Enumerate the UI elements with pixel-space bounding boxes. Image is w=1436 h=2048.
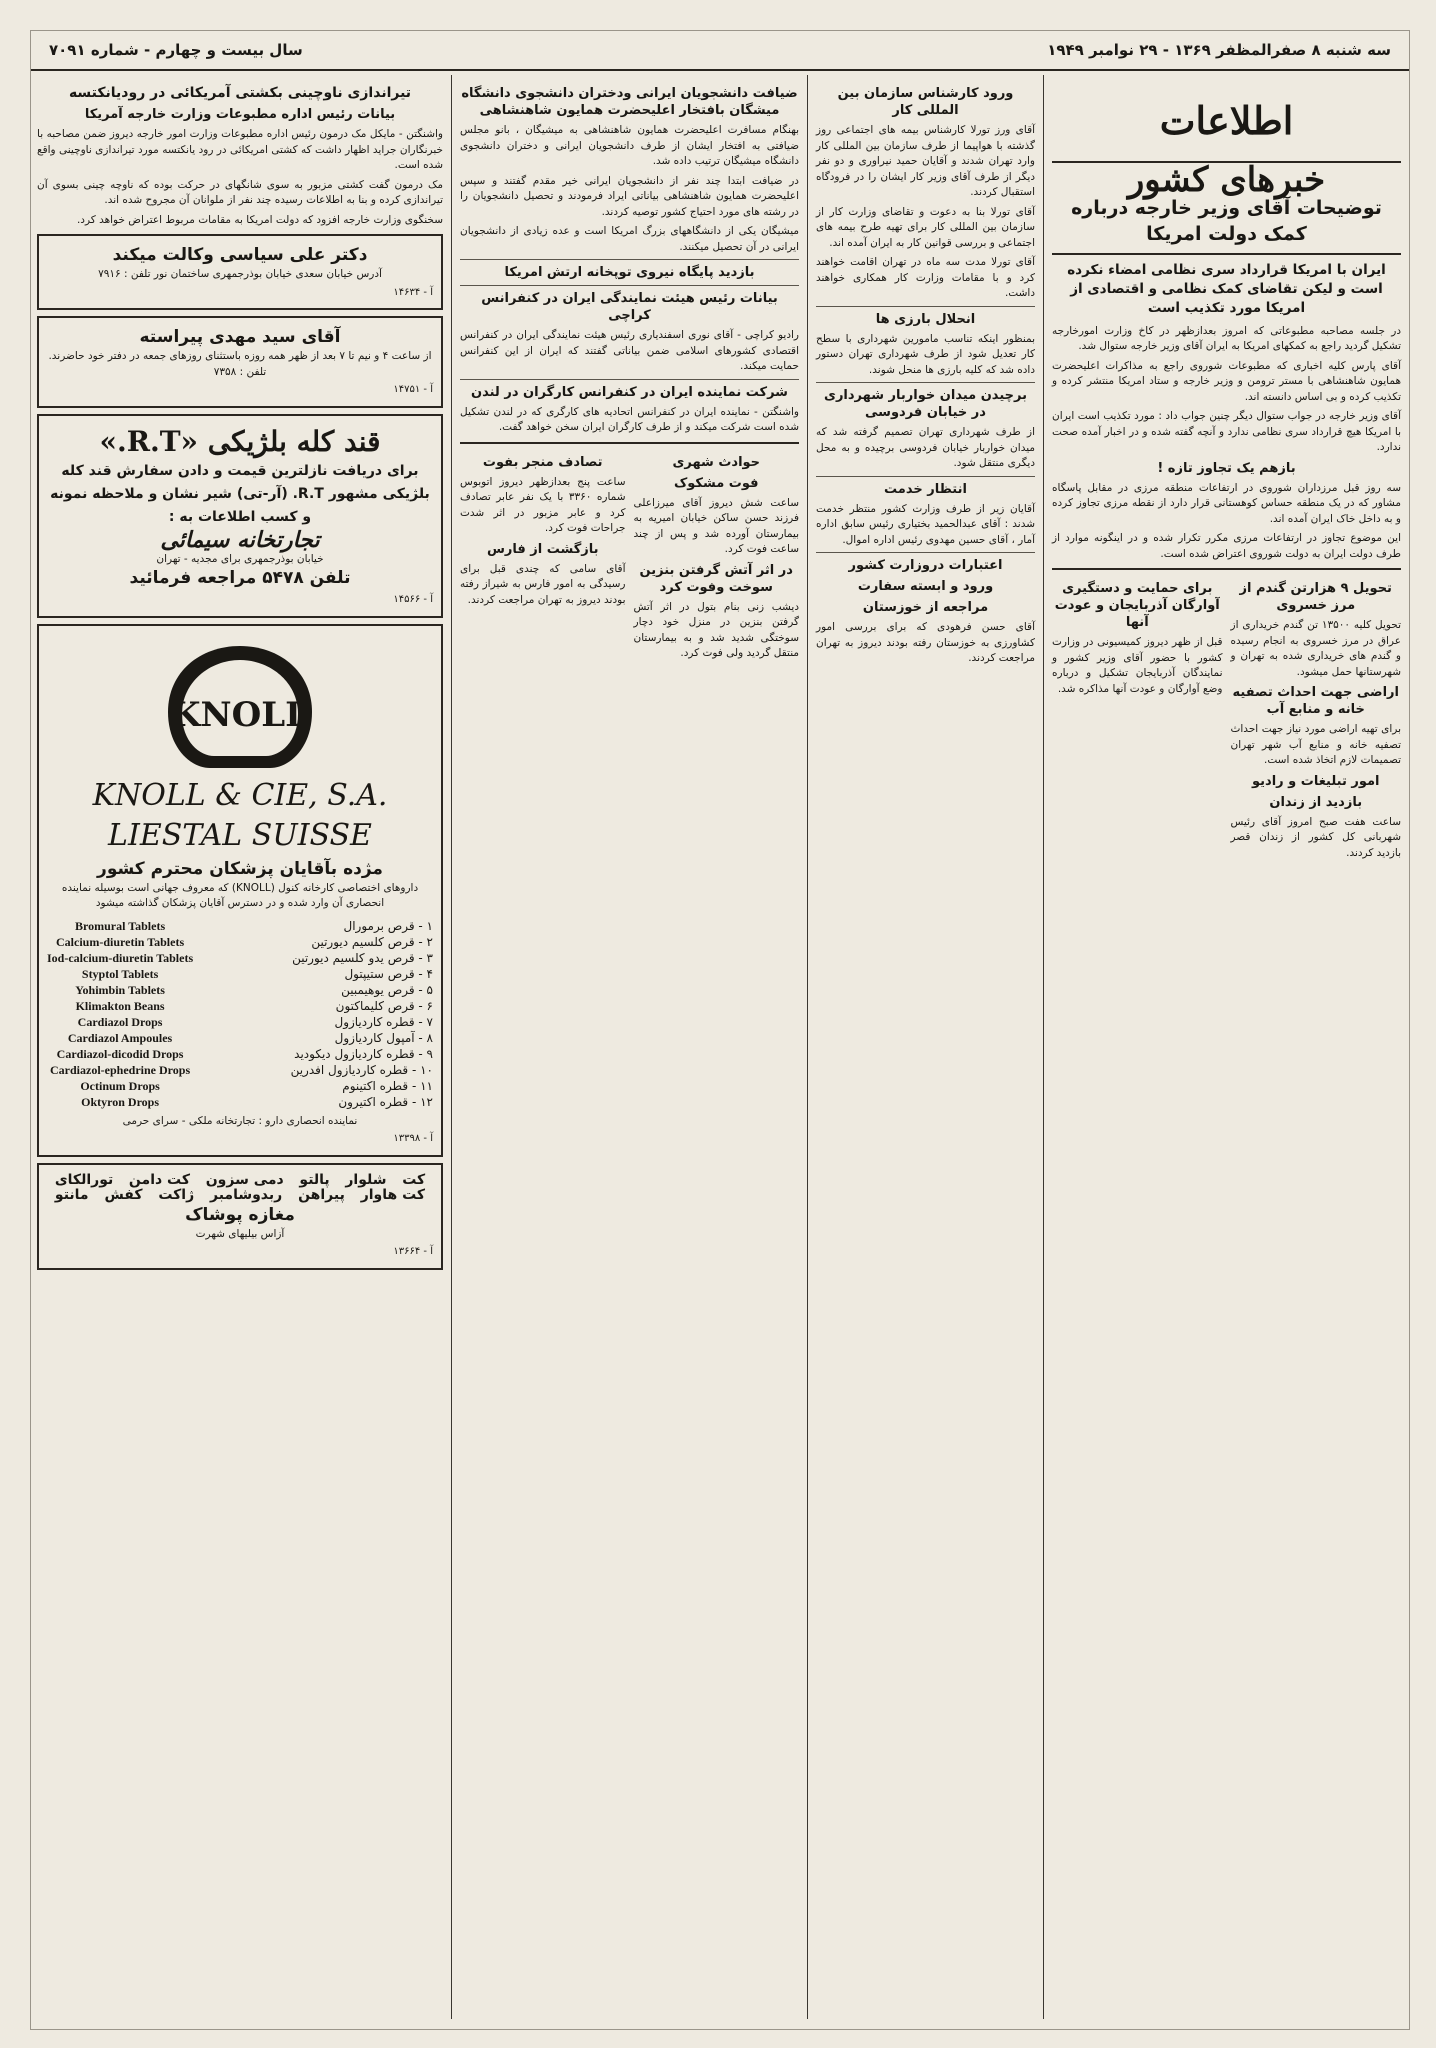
product-fa: ۲ - قرص کلسیم دیورتین [311,934,433,949]
ad-clothing [37,1163,443,1270]
city-news-2 [460,450,626,666]
product-en: Styptol Tablets [81,966,159,981]
article-text: بمنظور اینکه تناسب مامورین شهرداری با سطح کار تعدیل شود از طرف شهرداری تهران دستور داده شد که کلیه بارزی ها منحل شوند. [816,332,1035,376]
article-text: واشنگتن - مایکل مک درمون رئیس اداره مطبوعات وزارت امور خارجه دیروز ضمن مصاحبه با خبرنگاران جراید اظهار داشت که کشتی امریکائی در رود یانکتسه مورد تیراندازی ناوچینی واقع شده است. [37,128,443,171]
ad-shop: تجارتخانه سیمائی [160,527,320,553]
clothing-item: کت [402,1171,426,1188]
issue-number: سال بیست و چهارم - شماره ۷۰۹۱ [49,41,303,59]
ad-title: قند کله بلژیکی «R.T.» [99,424,381,458]
ad-pirasteh [37,316,443,408]
ad-phone: تلفن ۵۴۷۸ مراجعه فرمائید [129,568,351,588]
product-names-en [47,918,193,1110]
article-text: بهنگام مسافرت اعلیحضرت همایون شاهنشاهی به میشیگان ، بانو مجلس ضیافتی به افتخار ایشان از طرف دانشجویان ایرانی و دختران دانشجوی دانشگاه میشیگان ترتیب داده شد. [460,124,799,167]
product-fa: ۳ - قرص یدو کلسیم دیورتین [292,950,433,965]
product-fa: ۱۱ - قطره اکتینوم [342,1078,433,1093]
article-headline: در اثر آتش گرفتن بنزین سوخت وفوت کرد [639,562,793,595]
column-rule [807,75,808,2019]
city-news [634,450,800,666]
clothing-item: دمی سزون [205,1171,284,1188]
product-en: Yohimbin Tablets [75,982,165,997]
ad-lawyer [37,234,443,310]
divider [460,259,799,260]
article-headline: انتظار خدمت [884,481,967,497]
article-text: ساعت شش دیروز آقای میرزاعلی فرزند حسن ساکن خیابان امیریه به بیمارستان آورده شد و پس از چند ساعت فوت کرد. [633,496,799,555]
clothing-item: پیراهن [298,1187,345,1203]
product-fa: ۷ - قطره کاردیازول [334,1014,433,1029]
article-headline: ورود کارشناس سازمان بین المللی کار [837,86,1014,118]
ad-title: دکتر علی سیاسی وکالت میکند [112,245,368,265]
page-header [31,31,1409,71]
product-en: Cardiazol-ephedrine Drops [50,1062,191,1077]
ad-text: آدرس خیابان سعدی خیابان بوذرجمهری ساختمان نور تلفن : ۷۹۱۶ [98,268,382,280]
article-text: در ضیافت ابتدا چند نفر از دانشجویان ایرانی خیر مقدم گفتند و سپس اعلیحضرت همایون شاهنشاهی بیاناتی ایراد فرمودند و تحصیل دانشجویان را در رشته های مورد احتیاج کشور توصیه کردند. [460,174,799,218]
masthead: اطلاعات [1052,81,1401,163]
product-fa: ۵ - قرص یوهیمبین [341,982,433,997]
article-headline: ورود و ابسته سفارت [857,579,994,594]
article-text: میشیگان یکی از دانشگاههای بزرگ امریکا است و عده زیادی از دانشجویان ایرانی در آن تحصیل میکنند. [460,225,799,253]
ad-tel: آ - ۱۳۶۶۴ [393,1246,433,1257]
divider [816,552,1035,553]
product-fa: ۴ - قرص ستیپتول [344,966,433,981]
knoll-fa-text: داروهای اختصاصی کارخانه کنول (KNOLL) که معروف جهانی است بوسیله نماینده انحصاری آن وارد شده و در دسترس آقایان پزشکان گذاشته میشود [61,881,419,909]
product-en: Oktyron Drops [81,1094,160,1109]
main-headline: توضیحات آقای وزیر خارجه درباره کمک دولت امریکا [1071,196,1382,245]
article-text: آقای پارس کلیه اخباری که مطبوعات شوروی راجع به مذاکرات اعلیحضرت همایون شاهنشاهی با مستر ترومن و وزیر خارجه و ستاد امریکا منتشر کرده و تکذیب کرده و بی اساس دانسته اند. [1052,359,1401,403]
knoll-logo [160,642,320,772]
article-text: قبل از ظهر دیروز کمیسیونی در وزارت کشور با حضور آقای وزیر کشور و نمایندگان آذربایجان تشکیل و درباره وضع آوارگان و عودت آنها مذاکره شد. [1052,636,1223,695]
clothing-item: شلوار [345,1171,387,1188]
article-text: سه روز قبل مرزداران شوروی در ارتفاعات منطقه مرزی در مقابل پاسگاه مشاور که در یک منطقه حساس کوهستانی قرار دارد از نقطه مرزی تجاوز کرده و به داخل خاک ایران آمده اند. [1052,481,1401,525]
product-fa: ۸ - آمپول کاردیازول [334,1030,433,1045]
sub-columns [460,450,799,666]
column-rule [451,75,452,2019]
article-headline: حوادث شهری [672,454,761,470]
product-fa: ۱ - قرص برمورال [343,918,433,933]
article-headline: برچیدن میدان خواربار شهرداری در خیابان فردوسی [824,388,1027,420]
product-en: Iod-calcium-diuretin Tablets [47,950,194,965]
article-text: در جلسه مصاحبه مطبوعاتی که امروز بعدازظهر در کاخ وزارت امورخارجه تشکیل گردید راجع به کمکهای امریکا به ایران آقای وزیر خارجه ستوال شد. [1052,324,1401,352]
article-headline: بیانات رئیس هیئت نمایندگی ایران در کنفرانس کراچی [481,291,778,323]
divider [460,442,799,444]
ad-tel: آ - ۱۴۶۳۴ [393,286,433,298]
article-headline: شرکت نماینده ایران در کنفرانس کارگران در لندن [471,384,788,400]
product-en: Cardiazol Ampoules [67,1030,173,1045]
issue-date: سه شنبه ۸ صفرالمظفر ۱۳۶۹ - ۲۹ نوامبر ۱۹۴۹ [1047,41,1391,59]
product-en: Calcium-diuretin Tablets [56,934,185,949]
article-subheadline: بیانات رئیس اداره مطبوعات وزارت خارجه آمریکا [84,107,396,122]
article-text: مک درمون گفت کشتی مزبور به سوی شانگهای در حرکت بوده که ناوچه چینی بسوی آن تیراندازی کرده و بنا به اطلاعات رسیده چند نفر از ملوانان آن مجروح شده اند. [37,178,443,206]
article-text: آقای وزیر خارجه در جواب ستوال دیگر چنین جواب داد : مورد تکذیب است ایران با امریکا هیچ قرارداد سری نظامی ندارد و آنچه گفته شده و در اخبار آمده صحت ندارد. [1052,410,1401,453]
svg-text:KNOLL: KNOLL [170,694,310,735]
ad-address: خیابان بوذرجمهری برای مجدیه - تهران [156,552,324,565]
article-text: این موضوع تجاوز در ارتفاعات مرزی مکرر تکرار شده و در اینگونه موارد از طرف دولت ایران به دولت شوروی اعتراض شده است. [1052,532,1401,560]
ad-title: آقای سید مهدی پیراسته [139,327,341,347]
article-headline: بازگشت از فارس [486,541,599,557]
article-headline: تیراندازی ناوچینی بکشتی آمریکائی در رودیانکتسه [68,85,412,101]
column-ads [29,75,451,2019]
article-text: آقای حسن فرهودی که برای بررسی امور کشاورزی به خوزستان رفته بودند دیروز به تهران مراجعت کردند. [816,621,1035,664]
product-fa: ۱۲ - قطره اکتیرون [338,1094,433,1109]
article-headline: تصادف منجر بفوت [482,454,603,470]
ad-text: از ساعت ۴ و نیم تا ۷ بعد از ظهر همه روزه باستثنای روزهای جمعه در دفتر خود حاضرند. تلفن : ۷۳۵۸ [48,350,432,378]
column-rule [1043,75,1044,2019]
divider [460,379,799,380]
article-headline: برای حمایت و دستگیری آوارگان آذربایجان و عودت آنها [1054,581,1220,630]
product-fa: ۹ - قطره کاردیازول دیکودید [294,1046,433,1061]
knoll-agent: نماینده انحصاری دارو : تجارتخانه ملکی - سرای حرمی [122,1114,358,1127]
ad-sugar [37,414,443,618]
article-headline: تحویل ۹ هزارتن گندم از مرز خسروی [1239,581,1392,613]
column-news-3 [452,75,807,2019]
article-headline: بازدید پایگاه نیروی توپخانه ارتش امریکا [504,265,755,280]
divider [816,476,1035,477]
ad-tel: آ - ۱۳۳۹۸ [393,1133,433,1144]
product-list [47,918,433,1110]
sub-column-right [1231,576,1402,865]
column-news-2 [808,75,1043,2019]
article-headline: اراضی جهت احداث تصفیه خانه و منابع آب [1232,685,1399,717]
article-text: سخنگوی وزارت خارجه افزود که دولت امریکا به مقامات مربوط اعتراض خواهد کرد. [76,213,443,226]
product-names-fa [291,918,433,1110]
ad-shop: مغازه پوشاک [185,1204,295,1225]
product-en: Cardiazol-dicodid Drops [56,1046,184,1061]
divider [1052,253,1401,255]
article-text: آقای ورز تورلا کارشناس بیمه های اجتماعی روز گذشته با هواپیما از طرف سازمان بین المللی کار وارد تهران شدند و آقایان حمید نیراوری و دو نفر دیگر از طرف آقای وزیر کار ایشان را در فرودگاه استقبال کردند. [816,124,1035,198]
lead-headline: ایران با امریکا قرارداد سری نظامی امضاء نکرده است و لیکن تقاضای کمک نظامی و اقتصادی از امریکا مورد تکذیب است [1067,261,1386,316]
ad-text: برای دریافت نازلترین قیمت و دادن سفارش قند کله بلژیکی مشهور R.T. (آر-تی) شیر نشان و ملاحظه نمونه و کسب اطلاعات به : [50,462,430,525]
ad-tel: آ - ۱۴۵۶۶ [393,594,433,605]
article-text: دیشب زنی بنام بتول در اثر آتش گرفتن بنزین در منزل خود دچار سوختگی شدید شد و به بیمارستان منتقل گردید ولی فوت کرد. [633,600,799,659]
product-fa: ۶ - قرص کلیماکتون [335,998,433,1013]
clothing-items [47,1173,433,1204]
article-text: تحویل کلیه ۱۳۵۰۰ تن گندم خریداری از عراق در مرز خسروی به انجام رسیده و گندم های خریداری شده به تهران و شهرستانها حمل میشود. [1230,619,1402,678]
clothing-item: ژاکت [158,1187,195,1203]
clothing-item: مانتو [54,1187,89,1203]
article-text: واشنگتن - نماینده ایران در کنفرانس اتحادیه های کارگری که در لندن تشکیل شده است شرکت میکند و از طرف کارگران ایران سخن خواهد گفت. [460,405,799,433]
article-headline: بازدید از زندان [1269,794,1363,810]
knoll-city: LIESTAL SUISSE [108,817,372,853]
column-main-news [1044,75,1409,2019]
article-headline: فوت مشکوک [673,475,759,491]
article-headline: بازهم یک تجاوز تازه ! [1157,460,1296,476]
clothing-item: پالتو [299,1171,330,1188]
product-en: Octinum Drops [80,1078,160,1093]
divider [816,382,1035,383]
article-text: آقای سامی که چندی قبل برای رسیدگی به امور فارس به شیراز رفته بودند دیروز به تهران مراجعت کردند. [460,562,626,606]
product-fa: ۱۰ - قطره کاردیازول افدرین [290,1062,433,1077]
article-text: ساعت هفت صبح امروز آقای رئیس شهربانی کل کشور از زندان قصر بازدید کردند. [1230,815,1401,859]
ad-tel: آ - ۱۴۷۵۱ [393,384,433,395]
knoll-company: KNOLL & CIE, S.A. [92,777,388,813]
article-text: از طرف شهرداری تهران تصمیم گرفته شد که میدان خواربار خیابان فردوسی برچیده و به محل دیگری منتقل شود. [816,426,1035,469]
divider [816,306,1035,307]
article-headline: مراجعه از خوزستان [862,600,989,615]
article-text: آقای تورلا مدت سه ماه در تهران اقامت خواهند کرد و با مقامات وزارت کار همکاری خواهند داشت. [816,256,1035,299]
product-en: Klimakton Beans [75,998,165,1013]
clothing-item: کت هاوار [360,1187,426,1203]
article-text: ساعت پنج بعدازظهر دیروز اتوبوس شماره ۳۳۶۰ با یک نفر عابر تصادف کرد و عابر مزبور در اثر شدت جراحات فوت کرد. [460,475,626,534]
section-title: خبرهای کشور [1127,160,1326,200]
product-en: Bromural Tablets [75,918,166,933]
ad-knoll [37,624,443,1157]
ad-address: آزاس بیلیهای شهرت [195,1227,285,1240]
sub-columns [1052,576,1401,865]
divider [460,285,799,286]
article-headline: ضیافت دانشجویان ایرانی ودختران دانشجوی دانشگاه میشگان بافتخار اعلیحضرت همایون شاهنشاهی [461,86,798,118]
newspaper-page [30,30,1410,2030]
clothing-item: کفش [104,1187,143,1203]
article-headline: امور تبلیغات و رادیو [1251,773,1380,789]
knoll-fa-title: مژده بآقایان پزشکان محترم کشور [97,858,383,879]
product-en: Cardiazol Drops [77,1014,163,1029]
article-text: رادیو کراچی - آقای نوری اسفندیاری رئیس هیئت نمایندگی ایران در کنفرانس اقتصادی کشورهای اسلامی ضمن بیاناتی گفتند که ایران از این کنفرانس حمایت میکند. [460,329,799,372]
article-text: آقای تورلا بنا به دعوت و تقاضای وزارت کار از سازمان بین المللی کار برای تهیه طرح بیمه های اجتماعی و بررسی قوانین کار به ایران آمده اند. [816,205,1035,249]
clothing-item: کت دامن [128,1171,191,1188]
clothing-item: تورالکای [54,1171,114,1188]
article-headline: اعتبارات دروزارت کشور [848,558,1003,573]
sub-column-left [1052,576,1223,865]
divider [1052,568,1401,570]
article-text: برای تهیه اراضی مورد نیاز جهت احداث تصفیه خانه و منابع آب شهر تهران تصمیمات لازم اتخاذ شده است. [1230,723,1401,766]
article-text: آقایان زیر از طرف وزارت کشور منتظر خدمت شدند : آقای عبدالحمید بختیاری رئیس سابق اداره آمار ، آقای حسین مهدوی رئیس اداره اموال. [816,502,1035,546]
clothing-item: ربدوشامبر [209,1187,283,1203]
article-headline: انحلال بارزی ها [875,311,976,327]
